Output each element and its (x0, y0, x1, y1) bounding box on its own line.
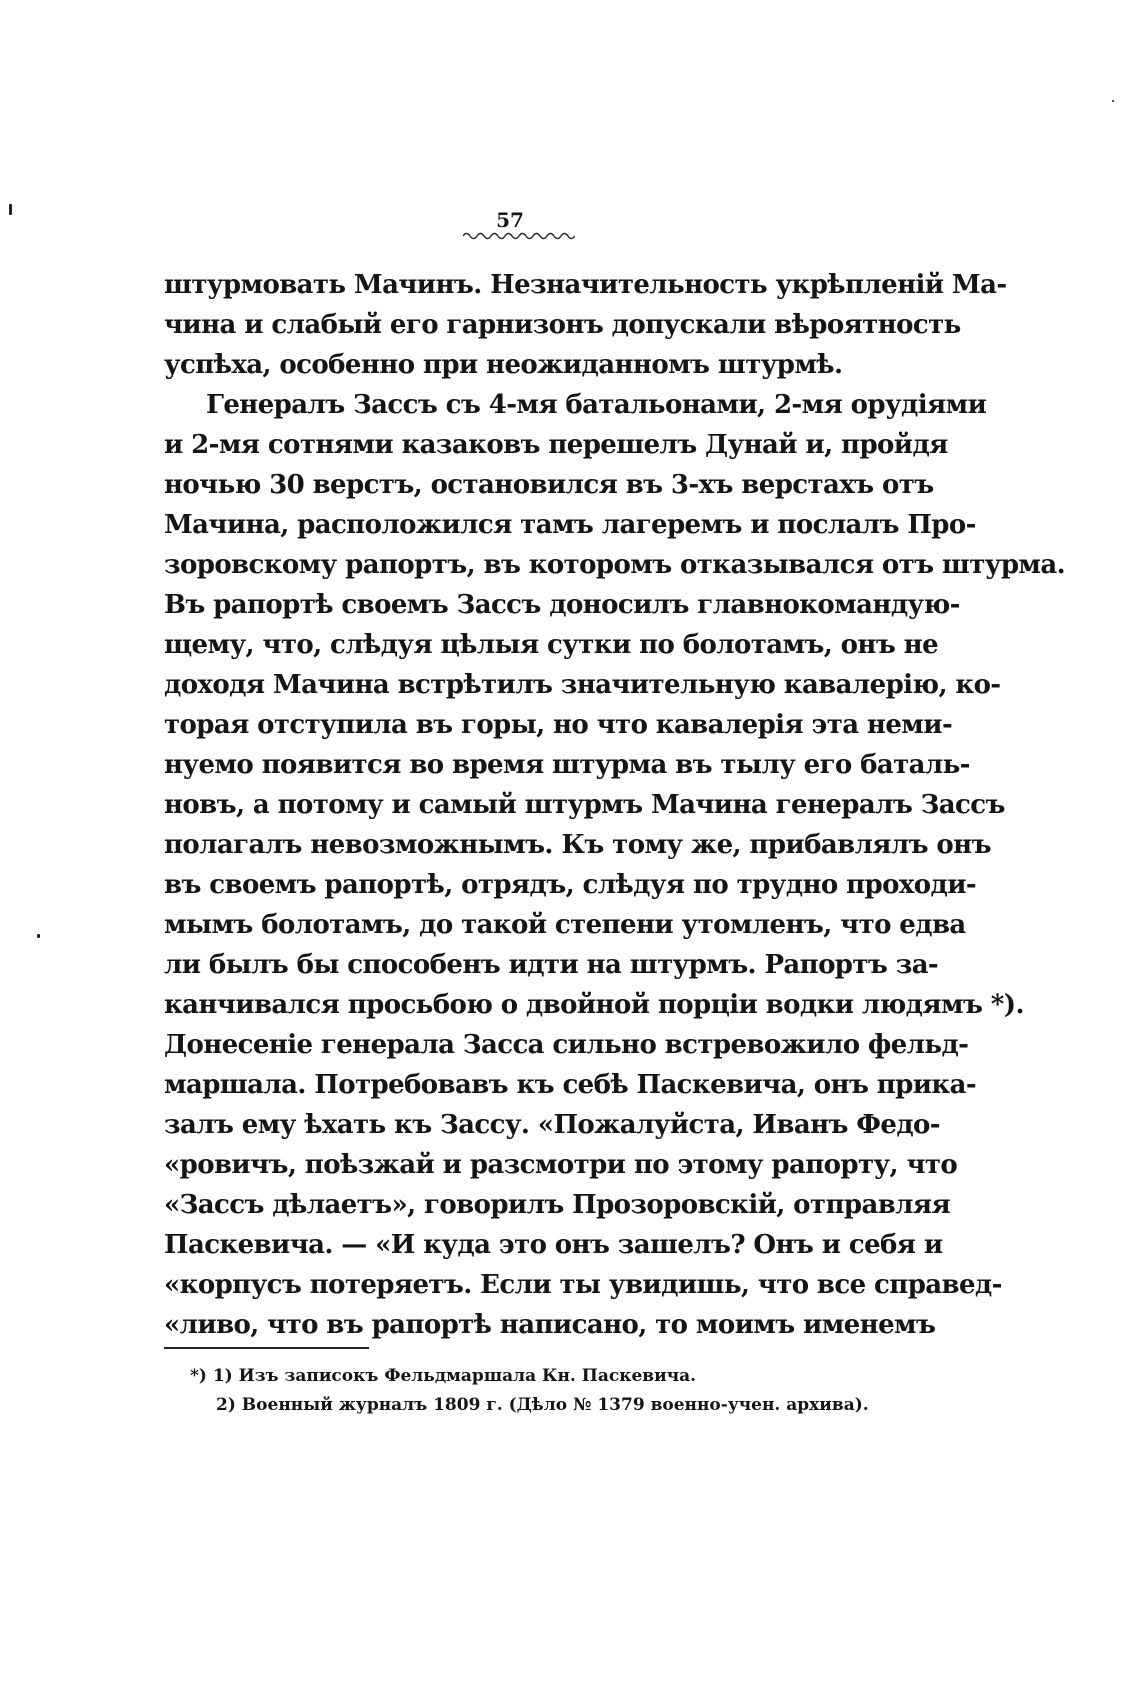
text-line: «ровичъ, поѣзжай и разсмотри по этому рапорту, что (164, 1150, 958, 1180)
text-line: и 2-мя сотнями казаковъ перешелъ Дунай и, пройдя (164, 430, 948, 460)
text-line: ночью 30 верстъ, остановился въ 3-хъ верстахъ отъ (164, 470, 934, 500)
footnote-1: *) 1) Изъ записокъ Фельдмаршала Кн. Паскевича. (190, 1366, 697, 1386)
margin-speck (1112, 100, 1114, 102)
text-line: зоровскому рапортъ, въ которомъ отказывался отъ штурма. (164, 550, 1066, 580)
text-line: щему, что, слѣдуя цѣлыя сутки по болотамъ, онъ не (164, 630, 939, 660)
footnote-2: 2) Военный журналъ 1809 г. (Дѣло № 1379 военно-учен. архива). (216, 1395, 869, 1415)
text-line: новъ, а потому и самый штурмъ Мачина генералъ Зассъ (164, 790, 1005, 820)
text-line: канчивался просьбою о двойной порціи водки людямъ *). (164, 990, 1024, 1020)
margin-speck (37, 934, 40, 938)
body-text (164, 265, 1066, 1345)
text-line: Паскевича. — «И куда это онъ зашелъ? Онъ и себя и (164, 1230, 943, 1260)
text-line: маршала. Потребовавъ къ себѣ Паскевича, онъ прика- (164, 1070, 977, 1100)
text-line: штурмовать Мачинъ. Незначительность укрѣпленій Ма- (164, 270, 1007, 300)
text-line: «ливо, что въ рапортѣ написано, то моимъ именемъ (164, 1310, 936, 1340)
text-line: Въ рапортѣ своемъ Зассъ доносилъ главнокомандую- (164, 590, 960, 620)
text-line: Мачина, расположился тамъ лагеремъ и послалъ Про- (164, 510, 976, 540)
page-number: 57 (496, 208, 524, 232)
text-line: торая отступила въ горы, но что кавалерія эта неми- (164, 710, 953, 740)
footnote-rule (164, 1347, 369, 1349)
wavy-ornament (463, 231, 575, 241)
text-line: Генералъ Зассъ съ 4-мя батальонами, 2-мя орудіями (206, 390, 987, 420)
text-line: въ своемъ рапортѣ, отрядъ, слѣдуя по трудно проходи- (164, 870, 977, 900)
text-line: «корпусъ потеряетъ. Если ты увидишь, что все справед- (164, 1270, 1002, 1300)
text-line: «Зассъ дѣлаетъ», говорилъ Прозоровскій, отправляя (164, 1190, 951, 1220)
text-line: нуемо появится во время штурма въ тылу его баталь- (164, 750, 970, 780)
text-line: успѣха, особенно при неожиданномъ штурмѣ. (164, 350, 843, 380)
text-line: доходя Мачина встрѣтилъ значительную кавалерію, ко- (164, 670, 1001, 700)
text-line: залъ ему ѣхать къ Зассу. «Пожалуйста, Иванъ Федо- (164, 1110, 940, 1140)
margin-speck (9, 204, 12, 215)
text-line: полагалъ невозможнымъ. Къ тому же, прибавлялъ онъ (164, 830, 991, 860)
text-line: Донесеніе генерала Засса сильно встревожило фельд- (164, 1030, 969, 1060)
text-line: чина и слабый его гарнизонъ допускали вѣроятность (164, 310, 961, 340)
footnotes (190, 1362, 890, 1420)
text-line: ли былъ бы способенъ идти на штурмъ. Рапортъ за- (164, 950, 939, 980)
text-line: мымъ болотамъ, до такой степени утомленъ, что едва (164, 910, 966, 940)
